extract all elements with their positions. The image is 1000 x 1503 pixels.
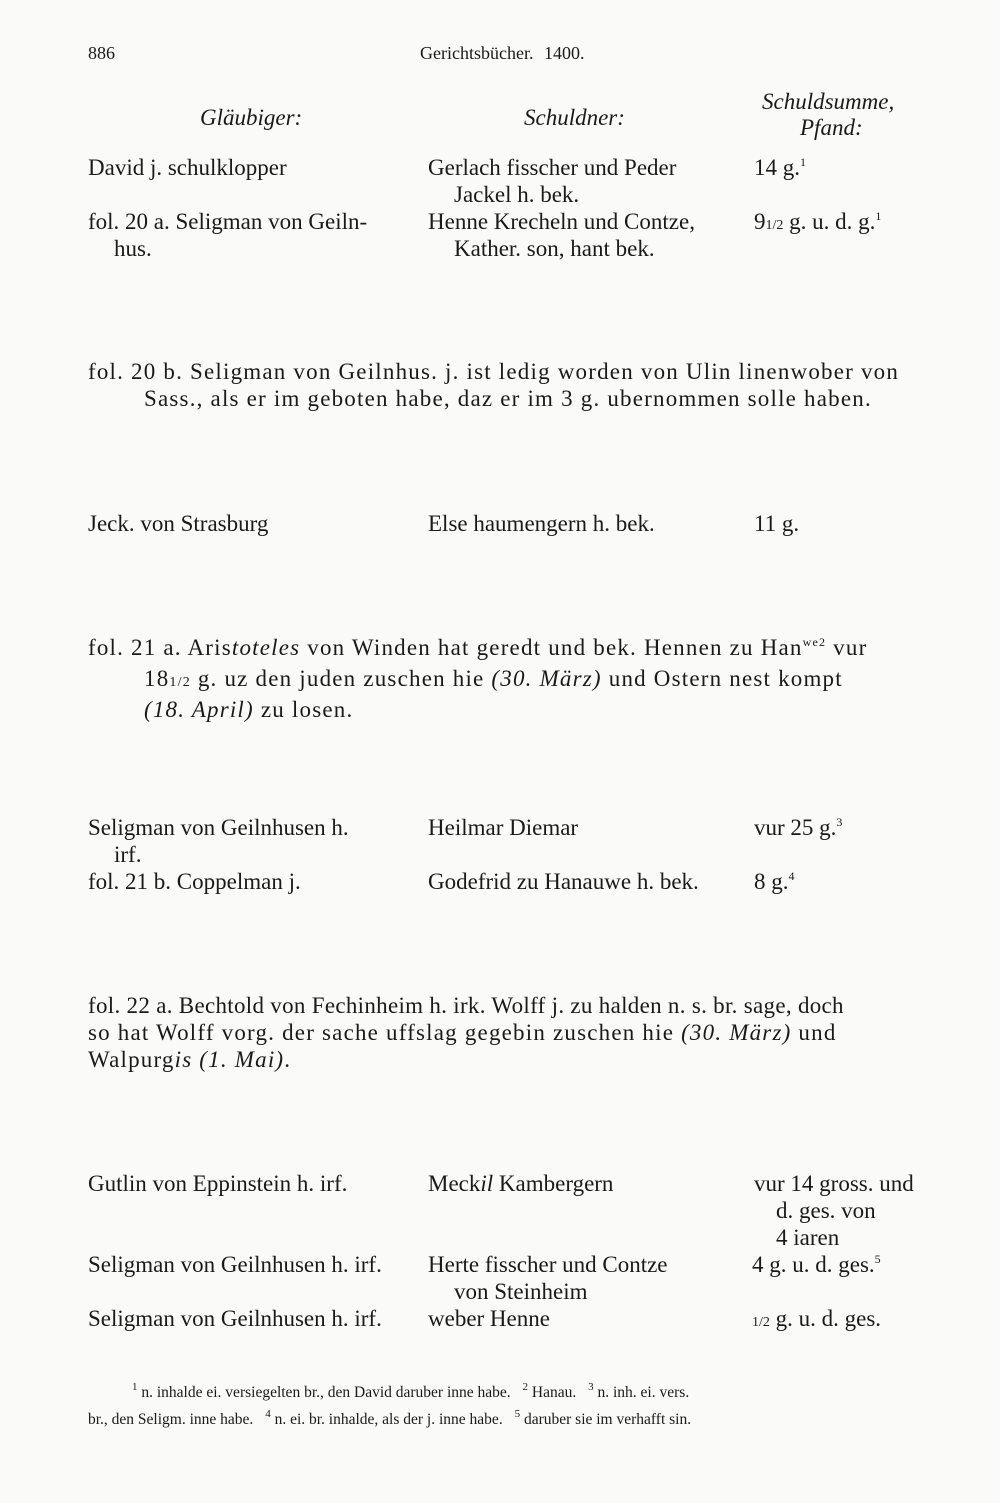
footnote-2: Hanau. <box>528 1384 577 1401</box>
footnote-2-mark: 2 <box>522 1381 529 1393</box>
p2-l1-sup: we <box>802 635 820 649</box>
p3-l3-date: (1. Mai) <box>192 1047 285 1072</box>
paragraph-fol-22a-line3 <box>88 1046 932 1073</box>
entry-6-debtor-b: il <box>480 1171 494 1196</box>
p3-l3-c: . <box>284 1047 292 1072</box>
entry-4-debtor: Heilmar Diemar <box>428 815 579 840</box>
p2-l2-b: g. uz den juden zuschen hie <box>190 666 492 691</box>
running-title-year: 1400. <box>543 43 585 63</box>
p3-l3-a: Walpurg <box>88 1047 175 1072</box>
entry-2-debtor-line2: Kather. son, hant bek. <box>454 236 655 261</box>
entry-8-amount <box>752 1305 881 1336</box>
entry-7-debtor-line1: Herte fisscher und Contze <box>428 1252 668 1277</box>
p2-l3-b: zu losen. <box>253 697 354 722</box>
p3-l2-date: (30. März) <box>681 1020 792 1045</box>
entry-8-creditor: Seligman von Geilnhusen h. irf. <box>88 1306 382 1331</box>
footnote-4: n. ei. br. inhalde, als der j. inne habe. <box>270 1411 503 1428</box>
p2-l1-a: fol. 21 a. Aris <box>88 635 232 660</box>
entry-6-amount-line3: 4 iaren <box>776 1225 840 1250</box>
entry-8-amount-fraction: 1/2 <box>752 1315 770 1330</box>
entry-2-amount-fraction: 1/2 <box>765 218 784 233</box>
footnotes <box>88 1380 932 1434</box>
entry-5-creditor: fol. 21 b. Coppelman j. <box>88 869 301 894</box>
entry-1-amount-text: 14 g. <box>754 155 800 180</box>
entry-7-note: 5 <box>874 1252 881 1266</box>
paragraph-fol-22a-line1: fol. 22 a. Bechtold von Fechinheim h. irk. Wolff j. zu halden n. s. br. sage, doch <box>88 993 844 1018</box>
entry-6-debtor <box>428 1170 613 1197</box>
paragraph-fol-20b <box>88 358 932 412</box>
p2-l2-a: 18 <box>144 666 170 691</box>
paragraph-fol-21a-line2 <box>88 665 932 696</box>
p2-l2-c: und Ostern nest kompt <box>601 666 843 691</box>
p2-l1-note: 2 <box>819 635 827 649</box>
footnote-5-mark: 5 <box>514 1408 521 1420</box>
entry-2-amount <box>754 208 881 239</box>
column-heading-pledge: Pfand: <box>800 115 863 140</box>
entry-6-creditor: Gutlin von Eppinstein h. irf. <box>88 1171 348 1196</box>
entry-5-debtor: Godefrid zu Hanauwe h. bek. <box>428 869 699 894</box>
p2-l1-c: von Winden hat geredt und bek. Hennen zu Han <box>300 635 803 660</box>
column-heading-amount: Schuldsumme, <box>762 89 895 114</box>
footnote-3-part1: n. inh. ei. vers. <box>593 1384 690 1401</box>
entry-2-note: 1 <box>875 209 882 223</box>
footnotes-line2 <box>88 1407 932 1434</box>
entry-3-amount: 11 g. <box>754 511 800 536</box>
entry-7-creditor: Seligman von Geilnhusen h. irf. <box>88 1252 382 1277</box>
entry-3-debtor: Else haumengern h. bek. <box>428 511 655 536</box>
paragraph-fol-21a-line1 <box>88 634 932 665</box>
footnote-3-part2: br., den Seligm. inne habe. <box>88 1411 254 1428</box>
paragraph-fol-20b-line2: Sass., als er im geboten habe, daz er im 3 g. ubernommen solle haben. <box>144 386 872 411</box>
paragraph-fol-21a-line3 <box>88 696 932 723</box>
running-title <box>420 40 584 67</box>
entry-2-amount-whole: 9 <box>754 209 766 234</box>
p2-l1-d: vur <box>826 635 868 660</box>
entry-4-creditor-line2: irf. <box>114 842 142 867</box>
entry-3-creditor: Jeck. von Strasburg <box>88 511 269 536</box>
entry-1-debtor-line2: Jackel h. bek. <box>454 182 580 207</box>
entry-7-debtor-line2: von Steinheim <box>454 1279 588 1304</box>
p2-l1-b: toteles <box>231 635 301 660</box>
footnote-4-mark: 4 <box>265 1408 271 1420</box>
entry-6-amount-line1: vur 14 gross. und <box>754 1171 914 1196</box>
p3-l2-b: und <box>791 1020 837 1045</box>
entry-6-amount-line2: d. ges. von <box>776 1198 876 1223</box>
paragraph-fol-22a <box>88 992 932 1073</box>
paragraph-fol-21a <box>88 634 932 723</box>
p2-l2-date: (30. März) <box>491 666 602 691</box>
footnote-5: daruber sie im verhafft sin. <box>520 1411 692 1428</box>
entry-8-amount-text: g. u. d. ges. <box>769 1306 882 1331</box>
footnote-3-mark: 3 <box>588 1381 594 1393</box>
footnote-1-mark: 1 <box>132 1381 138 1393</box>
entry-5-amount-text: 8 g. <box>754 869 789 894</box>
entry-6-debtor-a: Meck <box>428 1171 481 1196</box>
column-heading-debtor: Schuldner: <box>524 105 625 130</box>
entry-2-amount-rest: g. u. d. g. <box>783 209 876 234</box>
entry-1-note: 1 <box>800 155 806 169</box>
entry-2-creditor-line2: hus. <box>114 236 152 261</box>
entry-5-note: 4 <box>788 869 795 883</box>
p2-l2-frac: 1/2 <box>169 675 191 690</box>
page-number: 886 <box>88 43 115 63</box>
p3-l2-a: so hat Wolff vorg. der sache uffslag gegebin zuschen hie <box>88 1020 682 1045</box>
entry-1-debtor-line1: Gerlach fisscher und Peder <box>428 155 677 180</box>
p2-l3-date: (18. April) <box>144 697 254 722</box>
entry-5-amount <box>754 868 795 899</box>
entry-4-amount <box>754 814 842 845</box>
paragraph-fol-20b-line1: fol. 20 b. Seligman von Geilnhus. j. ist ledig worden von Ulin linenwober von <box>88 359 900 384</box>
entry-4-amount-text: vur 25 g. <box>754 815 837 840</box>
footnotes-line1 <box>88 1380 932 1407</box>
column-heading-creditor: Gläubiger: <box>200 105 303 130</box>
entry-7-amount <box>752 1251 881 1282</box>
paragraph-fol-22a-line2 <box>88 1019 932 1046</box>
entry-4-creditor-line1: Seligman von Geilnhusen h. <box>88 815 349 840</box>
entry-7-amount-text: 4 g. u. d. ges. <box>752 1252 875 1277</box>
running-title-text: Gerichtsbücher. <box>420 43 534 63</box>
entry-1-amount <box>754 154 806 185</box>
p3-l3-b: is <box>174 1047 193 1072</box>
entry-2-debtor-line1: Henne Krecheln und Contze, <box>428 209 695 234</box>
entry-6-debtor-c: Kambergern <box>493 1171 614 1196</box>
entry-1-creditor: David j. schulklopper <box>88 155 287 180</box>
entry-2-creditor-line1: fol. 20 a. Seligman von Geiln- <box>88 209 368 234</box>
entry-4-note: 3 <box>836 815 843 829</box>
footnote-1: n. inhalde ei. versiegelten br., den David daruber inne habe. <box>137 1384 511 1401</box>
entry-8-debtor: weber Henne <box>428 1306 550 1331</box>
